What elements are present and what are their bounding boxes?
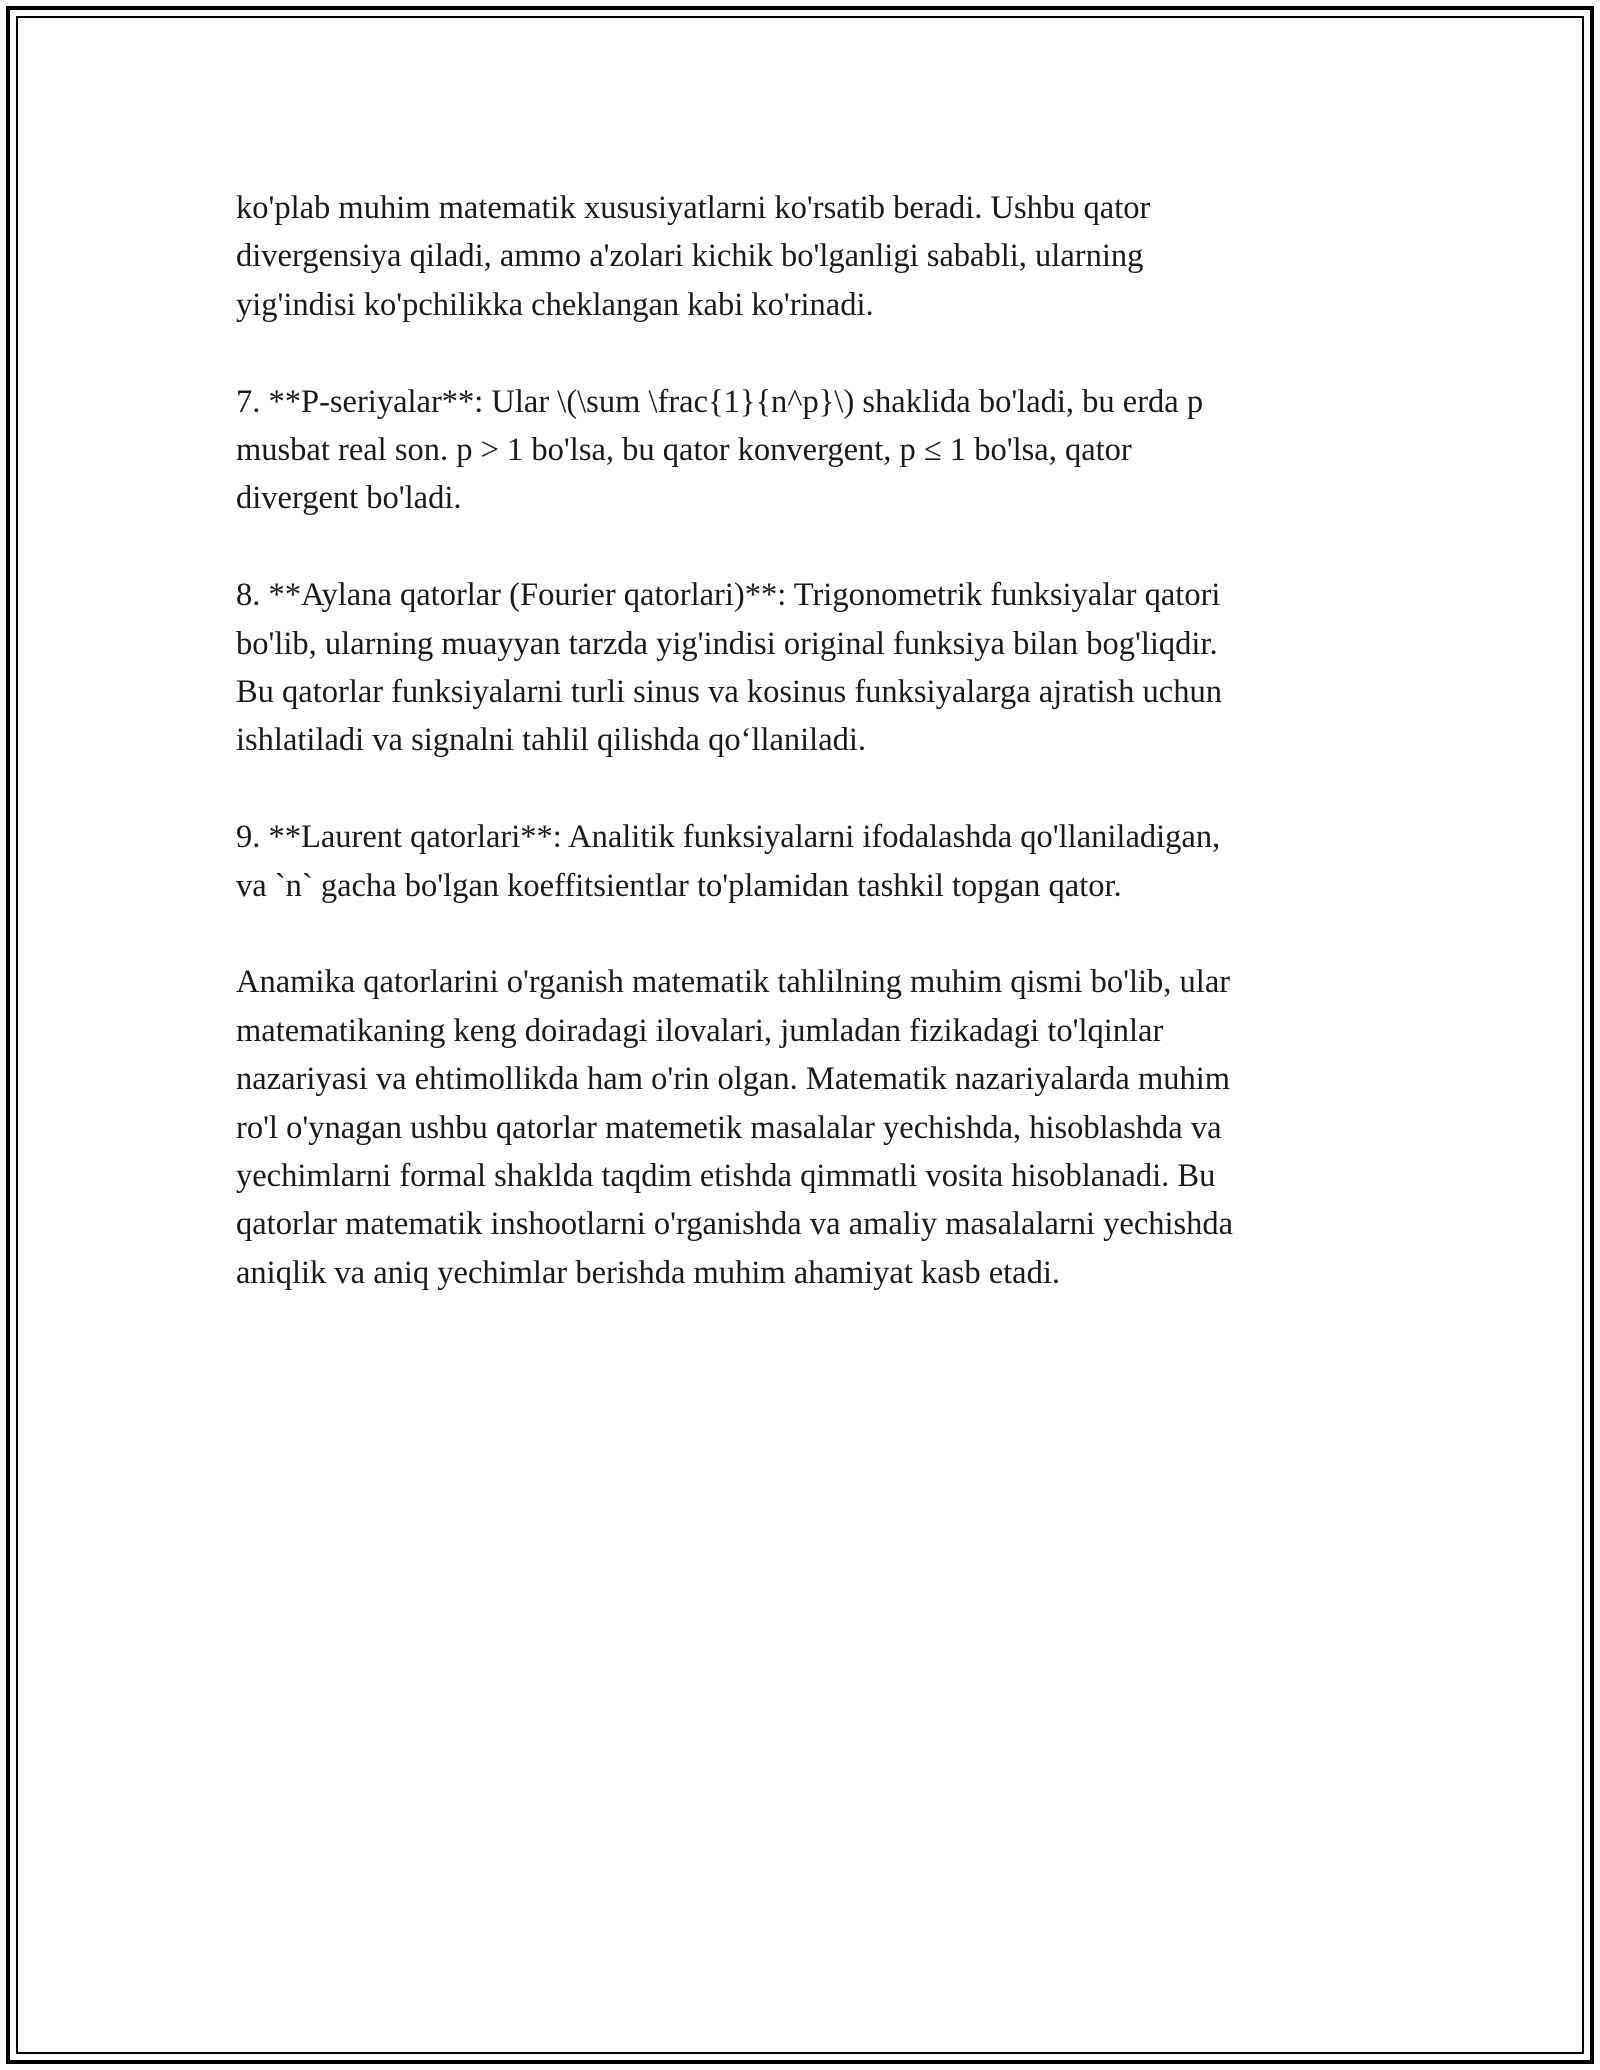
- paragraph-conclusion: Anamika qatorlarini o'rganish matematik tahlilning muhim qismi bo'lib, ular matematikaning keng doiradagi ilovalari, jumladan fizikadagi to'lqinlar nazariyasi va ehtimollikda ham o'rin olgan. Matematik nazariyalarda muhim ro'l o'ynagan ushbu qatorlar matemetik masalalar yechishda, hisoblashda va yechimlarni formal shaklda taqdim etishda qimmatli vosita hisoblanadi. Bu qatorlar matematik inshootlarni o'rganishda va amaliy masalalarni yechishda aniqlik va aniq yechimlar berishda muhim ahamiyat kasb etadi.: [236, 964, 1234, 1291]
- document-body: [236, 184, 1366, 1346]
- paragraph-continuation: ko'plab muhim matematik xususiyatlarni ko'rsatib beradi. Ushbu qator divergensiya qiladi, ammo a'zolari kichik bo'lganligi sababli, ularning yig'indisi ko'pchilikka cheklangan kabi ko'rinadi.: [236, 190, 1151, 323]
- paragraph-fourier-series: 8. **Aylana qatorlar (Fourier qatorlari)**: Trigonometrik funksiyalar qatori bo'lib, ularning muayyan tarzda yig'indisi original funksiya bilan bog'liqdir. Bu qatorlar funksiyalarni turli sinus va kosinus funksiyalarga ajratish uchun ishlatiladi va signalni tahlil qilishda qo‘llaniladi.: [236, 577, 1222, 759]
- paragraph-laurent-series: 9. **Laurent qatorlari**: Analitik funksiyalarni ifodalashda qo'llaniladigan, va `n` gacha bo'lgan koeffitsientlar to'plamidan tashkil topgan qator.: [236, 819, 1221, 904]
- paragraph-p-series: 7. **P-seriyalar**: Ular \(\sum \frac{1}{n^p}\) shaklida bo'ladi, bu erda p musbat real son. p > 1 bo'lsa, bu qator konvergent, p ≤ 1 bo'lsa, qator divergent bo'ladi.: [236, 383, 1204, 517]
